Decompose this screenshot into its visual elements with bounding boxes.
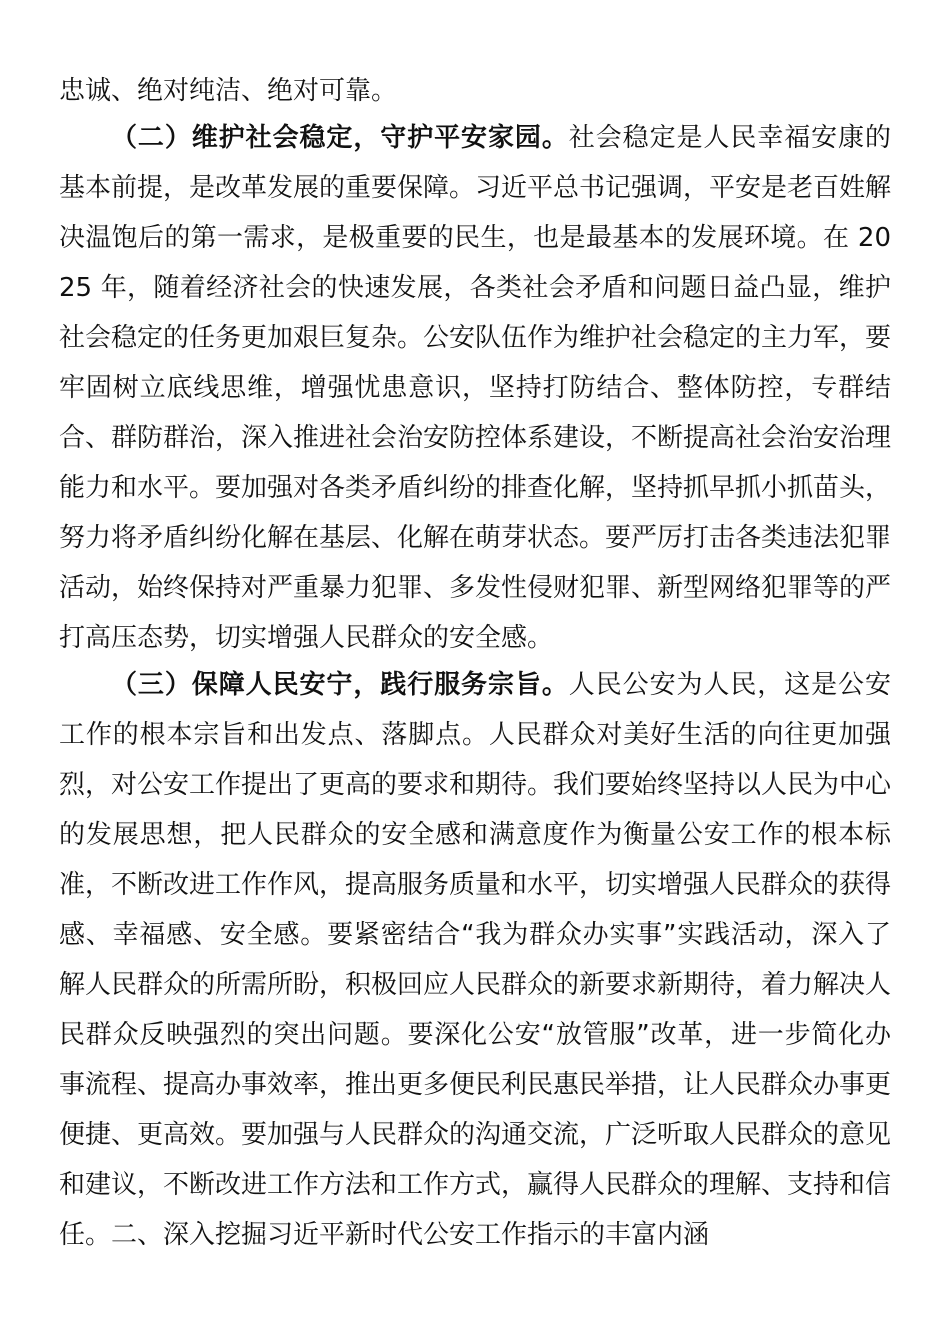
chapter-heading-2-text: 二、深入挖掘习近平新时代公安工作指示的丰富内涵 xyxy=(111,1220,710,1250)
chapter-heading-2 xyxy=(59,1210,891,1260)
paragraph-section-2 xyxy=(59,113,891,663)
paragraph-continuation xyxy=(59,66,891,116)
section-2-body: 社会稳定是人民幸福安康的基本前提，是改革发展的重要保障。习近平总书记强调，平安是老百姓解决温饱后的第一需求，是极重要的民生，也是最基本的发展环境。在 2025 年，随着经济社会的快速发展，各类社会矛盾和问题日益凸显，维护社会稳定的任务更加艰巨复杂。公安队伍作为维护社会稳定的主力军，要牢固树立底线思维，增强忧患意识，坚持打防结合、整体防控，专群结合、群防群治，深入推进社会治安防控体系建设，不断提高社会治安治理能力和水平。要加强对各类矛盾纠纷的排查化解，坚持抓早抓小抓苗头，努力将矛盾纠纷化解在基层、化解在萌芽状态。要严厉打击各类违法犯罪活动，始终保持对严重暴力犯罪、多发性侵财犯罪、新型网络犯罪等的严打高压态势，切实增强人民群众的安全感。 xyxy=(59,123,892,653)
section-3-body: 人民公安为人民，这是公安工作的根本宗旨和出发点、落脚点。人民群众对美好生活的向往更加强烈，对公安工作提出了更高的要求和期待。我们要始终坚持以人民为中心的发展思想，把人民群众的安全感和满意度作为衡量公安工作的根本标准，不断改进工作作风，提高服务质量和水平，切实增强人民群众的获得感、幸福感、安全感。要紧密结合“我为群众办实事”实践活动，深入了解人民群众的所需所盼，积极回应人民群众的新要求新期待，着力解决人民群众反映强烈的突出问题。要深化公安“放管服”改革，进一步简化办事流程、提高办事效率，推出更多便民利民惠民举措，让人民群众办事更便捷、更高效。要加强与人民群众的沟通交流，广泛听取人民群众的意见和建议，不断改进工作方法和工作方式，赢得人民群众的理解、支持和信任。 xyxy=(59,670,892,1250)
section-3-heading: （三）保障人民安宁，践行服务宗旨。 xyxy=(111,670,569,700)
section-2-heading: （二）维护社会稳定，守护平安家园。 xyxy=(111,123,569,153)
continuation-text: 忠诚、绝对纯洁、绝对可靠。 xyxy=(59,76,398,106)
paragraph-section-3 xyxy=(59,660,891,1260)
